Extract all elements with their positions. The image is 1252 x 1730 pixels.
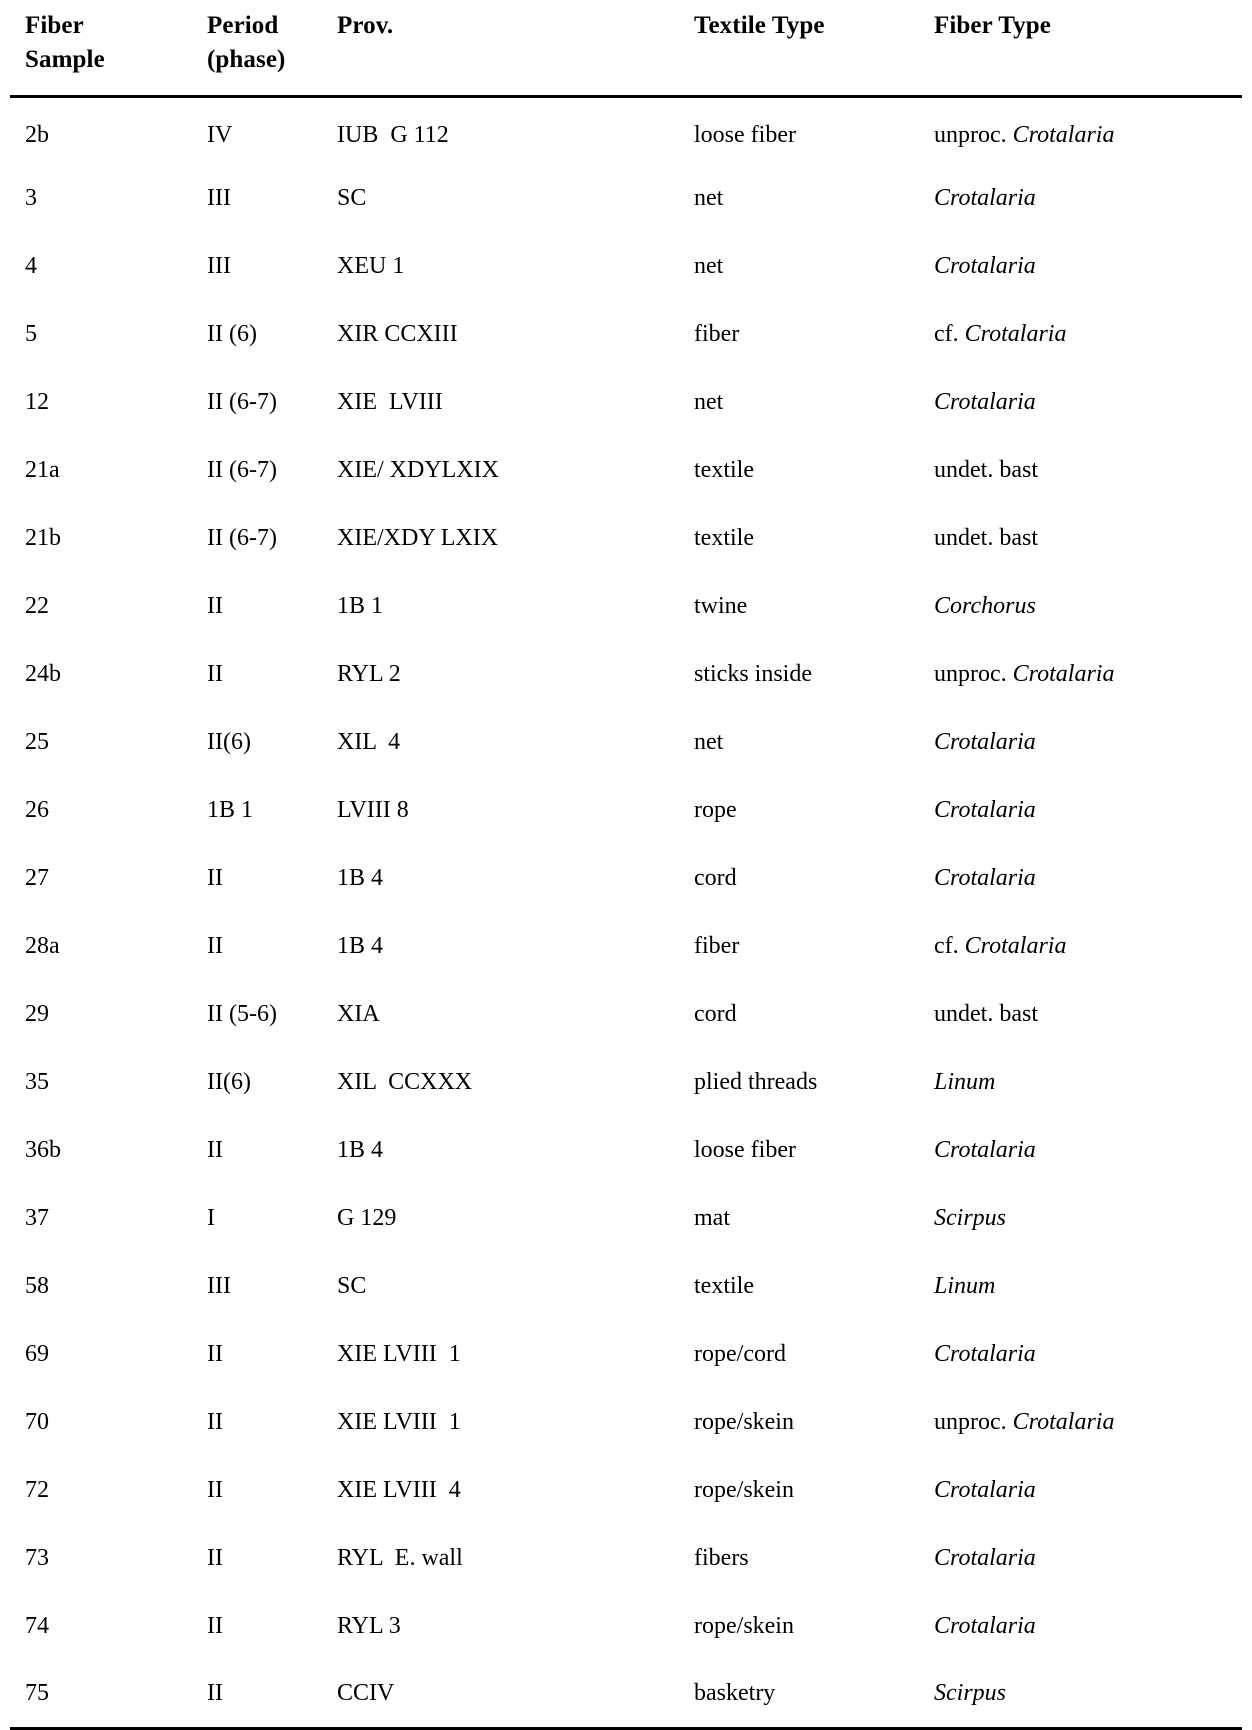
cell-fiber-sample: 4 — [25, 253, 37, 279]
cell-textile-type: textile — [694, 457, 754, 483]
fiber-type-taxon: Crotalaria — [934, 253, 1036, 279]
cell-fiber-type — [919, 1592, 1242, 1660]
cell-textile-type: cord — [694, 865, 737, 891]
cell-fiber-sample: 73 — [25, 1545, 49, 1571]
cell-fiber-type — [919, 1456, 1242, 1524]
cell-textile-type: fiber — [694, 321, 740, 347]
cell-period: II — [207, 1409, 223, 1435]
fiber-type-taxon: Scirpus — [934, 1680, 1006, 1707]
cell-fiber-type — [919, 300, 1242, 368]
cell-textile-type: textile — [694, 525, 754, 551]
cell-period: II (6) — [207, 321, 257, 347]
cell-fiber-sample: 28a — [25, 933, 60, 959]
cell-period: II — [207, 1341, 223, 1367]
cell-textile-type: basketry — [694, 1680, 776, 1707]
column-header-period — [192, 0, 322, 96]
cell-prov: RYL 3 — [337, 1613, 401, 1639]
table-body — [10, 96, 1242, 1728]
cell-prov: LVIII 8 — [337, 797, 409, 823]
cell-prov: CCIV — [337, 1680, 395, 1707]
table-row — [10, 1252, 1242, 1320]
table-row — [10, 368, 1242, 436]
cell-period: III — [207, 1273, 231, 1299]
table-row — [10, 232, 1242, 300]
cell-prov: RYL 2 — [337, 661, 401, 687]
cell-period: II(6) — [207, 729, 251, 755]
cell-period: II(6) — [207, 1069, 251, 1095]
cell-textile-type: rope — [694, 797, 737, 823]
fiber-type-qualifier: unproc. — [934, 1409, 1013, 1435]
cell-fiber-type — [919, 708, 1242, 776]
cell-fiber-sample: 58 — [25, 1273, 49, 1299]
cell-prov: RYL E. wall — [337, 1545, 463, 1571]
cell-prov: 1B 4 — [337, 1137, 384, 1163]
table-row — [10, 300, 1242, 368]
fiber-type-qualifier: undet. bast — [934, 457, 1038, 483]
fiber-type-qualifier: unproc. — [934, 121, 1013, 148]
cell-fiber-type — [919, 1660, 1242, 1728]
cell-fiber-sample: 27 — [25, 865, 49, 891]
cell-fiber-sample: 21b — [25, 525, 61, 551]
fiber-type-taxon: Linum — [934, 1069, 996, 1095]
fiber-type-taxon: Crotalaria — [964, 933, 1067, 959]
cell-prov: XIL CCXXX — [337, 1069, 473, 1095]
cell-period: II — [207, 1477, 223, 1503]
cell-fiber-sample: 29 — [25, 1001, 49, 1027]
fiber-type-taxon: Crotalaria — [934, 185, 1036, 211]
table-row — [10, 504, 1242, 572]
table-row — [10, 1320, 1242, 1388]
table-row — [10, 708, 1242, 776]
cell-fiber-sample: 72 — [25, 1477, 49, 1503]
cell-fiber-sample: 25 — [25, 729, 49, 755]
table-row — [10, 980, 1242, 1048]
cell-fiber-type — [919, 844, 1242, 912]
cell-fiber-sample: 26 — [25, 797, 49, 823]
table-row — [10, 96, 1242, 164]
cell-fiber-sample: 21a — [25, 457, 60, 483]
cell-fiber-type — [919, 572, 1242, 640]
cell-fiber-type — [919, 1184, 1242, 1252]
cell-textile-type: rope/skein — [694, 1613, 794, 1639]
cell-fiber-sample: 35 — [25, 1069, 49, 1095]
cell-fiber-type — [919, 232, 1242, 300]
column-header-line2: (phase) — [207, 46, 286, 73]
cell-textile-type: net — [694, 185, 724, 211]
cell-prov: G 129 — [337, 1205, 397, 1231]
cell-prov: IUB G 112 — [337, 121, 449, 148]
cell-prov: XIE LVIII — [337, 389, 443, 415]
cell-period: II — [207, 1545, 223, 1571]
cell-fiber-sample: 37 — [25, 1205, 49, 1231]
cell-period: II — [207, 661, 223, 687]
fiber-type-taxon: Linum — [934, 1273, 996, 1299]
column-header-prov — [322, 0, 679, 96]
cell-fiber-type — [919, 436, 1242, 504]
cell-textile-type: net — [694, 389, 724, 415]
fiber-type-taxon: Crotalaria — [934, 729, 1036, 755]
cell-fiber-type — [919, 368, 1242, 436]
fiber-type-taxon: Crotalaria — [934, 1545, 1036, 1571]
cell-prov: XIE LVIII 1 — [337, 1409, 461, 1435]
cell-period: II (6-7) — [207, 457, 277, 483]
cell-fiber-sample: 24b — [25, 661, 61, 687]
cell-fiber-sample: 2b — [25, 121, 49, 148]
cell-fiber-type — [919, 96, 1242, 164]
column-header-line1: Fiber — [25, 12, 84, 39]
cell-fiber-sample: 74 — [25, 1613, 49, 1639]
cell-prov: 1B 4 — [337, 933, 384, 959]
fiber-type-taxon: Crotalaria — [1012, 1409, 1115, 1435]
cell-prov: XIE LVIII 1 — [337, 1341, 461, 1367]
cell-prov: XIE/XDY LXIX — [337, 525, 499, 551]
table-row — [10, 640, 1242, 708]
cell-prov: XIA — [337, 1001, 380, 1027]
table-row — [10, 436, 1242, 504]
column-header-line1: Fiber Type — [934, 12, 1051, 39]
cell-textile-type: fibers — [694, 1545, 749, 1571]
cell-textile-type: fiber — [694, 933, 740, 959]
fiber-type-taxon: Crotalaria — [934, 389, 1036, 415]
cell-fiber-sample: 22 — [25, 593, 49, 619]
fiber-type-qualifier: cf. — [934, 321, 965, 347]
cell-period: III — [207, 185, 231, 211]
cell-prov: 1B 4 — [337, 865, 384, 891]
column-header-fiber-sample — [10, 0, 192, 96]
cell-period: II (6-7) — [207, 389, 277, 415]
table-row — [10, 164, 1242, 232]
cell-prov: XIR CCXIII — [337, 321, 458, 347]
cell-fiber-sample: 12 — [25, 389, 49, 415]
cell-fiber-sample: 3 — [25, 185, 37, 211]
fiber-type-taxon: Crotalaria — [1012, 661, 1115, 687]
cell-prov: SC — [337, 1273, 367, 1299]
cell-textile-type: mat — [694, 1205, 730, 1231]
cell-fiber-type — [919, 776, 1242, 844]
cell-textile-type: loose fiber — [694, 121, 796, 148]
table-row — [10, 1592, 1242, 1660]
table-row — [10, 572, 1242, 640]
cell-fiber-type — [919, 1252, 1242, 1320]
fiber-type-qualifier: cf. — [934, 933, 965, 959]
fiber-type-taxon: Crotalaria — [934, 1341, 1036, 1367]
column-header-line1: Prov. — [337, 12, 394, 39]
table-row — [10, 912, 1242, 980]
cell-fiber-type — [919, 504, 1242, 572]
fiber-type-taxon: Corchorus — [934, 593, 1036, 619]
cell-period: II — [207, 1613, 223, 1639]
cell-fiber-sample: 36b — [25, 1137, 61, 1163]
cell-fiber-type — [919, 1048, 1242, 1116]
cell-textile-type: net — [694, 729, 724, 755]
cell-fiber-type — [919, 1320, 1242, 1388]
cell-textile-type: loose fiber — [694, 1137, 796, 1163]
fiber-type-taxon: Crotalaria — [934, 865, 1036, 891]
table-row — [10, 1116, 1242, 1184]
cell-period: II — [207, 1680, 223, 1707]
cell-fiber-type — [919, 1388, 1242, 1456]
table-row — [10, 1524, 1242, 1592]
cell-period: II (6-7) — [207, 525, 277, 551]
table-head — [10, 0, 1242, 96]
table-row — [10, 844, 1242, 912]
cell-textile-type: cord — [694, 1001, 737, 1027]
cell-textile-type: textile — [694, 1273, 754, 1299]
table-row — [10, 1660, 1242, 1728]
cell-fiber-type — [919, 912, 1242, 980]
table-row — [10, 776, 1242, 844]
cell-period: II — [207, 1137, 223, 1163]
cell-textile-type: net — [694, 253, 724, 279]
cell-prov: SC — [337, 185, 367, 211]
fiber-sample-table — [10, 0, 1242, 1730]
cell-period: I — [207, 1205, 215, 1231]
cell-period: III — [207, 253, 231, 279]
cell-period: 1B 1 — [207, 797, 254, 823]
column-header-fiber-type — [919, 0, 1242, 96]
fiber-type-taxon: Scirpus — [934, 1205, 1006, 1231]
cell-textile-type: plied threads — [694, 1069, 818, 1095]
column-header-textile-type — [679, 0, 919, 96]
column-header-line1: Period — [207, 12, 279, 39]
fiber-type-taxon: Crotalaria — [934, 1613, 1036, 1639]
column-header-line1: Textile Type — [694, 12, 825, 39]
cell-prov: XIE LVIII 4 — [337, 1477, 461, 1503]
cell-fiber-sample: 5 — [25, 321, 37, 347]
cell-period: IV — [207, 121, 233, 148]
cell-period: II — [207, 593, 223, 619]
cell-fiber-type — [919, 980, 1242, 1048]
fiber-type-qualifier: undet. bast — [934, 1001, 1038, 1027]
table-header-row — [10, 0, 1242, 96]
cell-textile-type: rope/skein — [694, 1477, 794, 1503]
fiber-type-qualifier: unproc. — [934, 661, 1013, 687]
cell-fiber-type — [919, 640, 1242, 708]
cell-prov: XIL 4 — [337, 729, 401, 755]
table-row — [10, 1048, 1242, 1116]
cell-fiber-type — [919, 1524, 1242, 1592]
cell-period: II — [207, 865, 223, 891]
cell-fiber-sample: 70 — [25, 1409, 49, 1435]
cell-textile-type: rope/cord — [694, 1341, 786, 1367]
fiber-type-taxon: Crotalaria — [934, 1137, 1036, 1163]
cell-textile-type: twine — [694, 593, 748, 619]
fiber-type-taxon: Crotalaria — [934, 797, 1036, 823]
fiber-type-taxon: Crotalaria — [964, 321, 1067, 347]
column-header-line2: Sample — [25, 46, 105, 73]
cell-period: II (5-6) — [207, 1001, 277, 1027]
cell-fiber-sample: 69 — [25, 1341, 49, 1367]
cell-prov: XIE/ XDYLXIX — [337, 457, 499, 483]
fiber-type-taxon: Crotalaria — [934, 1477, 1036, 1503]
cell-prov: 1B 1 — [337, 593, 384, 619]
cell-fiber-type — [919, 164, 1242, 232]
cell-textile-type: rope/skein — [694, 1409, 794, 1435]
cell-textile-type: sticks inside — [694, 661, 812, 687]
fiber-type-taxon: Crotalaria — [1012, 121, 1115, 148]
cell-fiber-sample: 75 — [25, 1680, 49, 1707]
cell-fiber-type — [919, 1116, 1242, 1184]
table-row — [10, 1184, 1242, 1252]
cell-prov: XEU 1 — [337, 253, 405, 279]
table-row — [10, 1456, 1242, 1524]
table-row — [10, 1388, 1242, 1456]
fiber-type-qualifier: undet. bast — [934, 525, 1038, 551]
cell-period: II — [207, 933, 223, 959]
